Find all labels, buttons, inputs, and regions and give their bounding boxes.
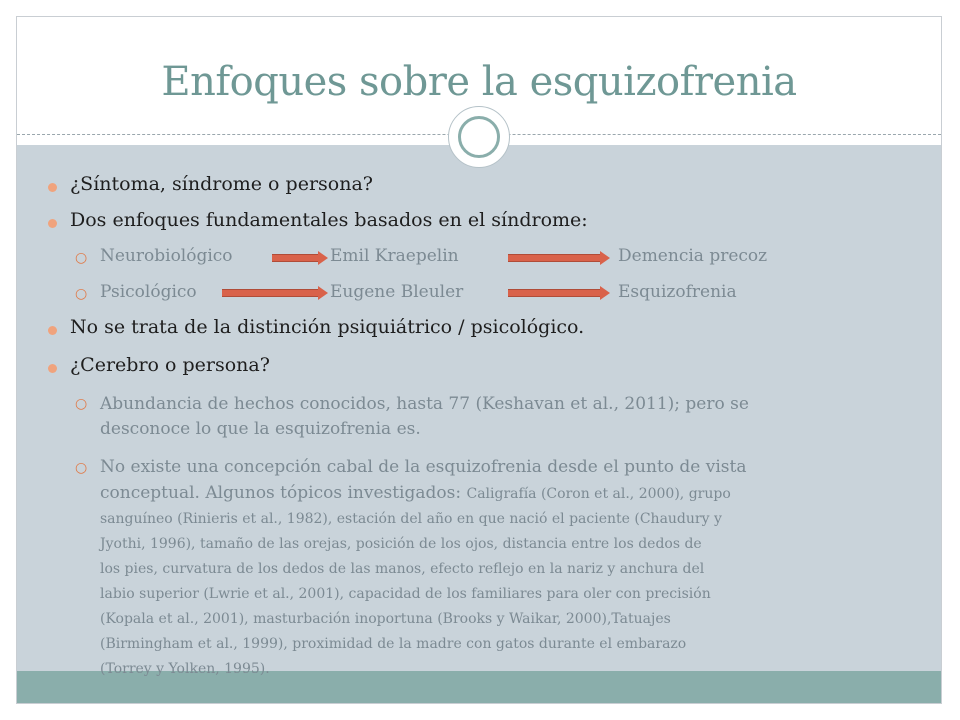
bullet-dos-enfoques: Dos enfoques fundamentales basados en el síndrome: — [70, 209, 588, 231]
author-kraepelin: Emil Kraepelin — [330, 246, 459, 266]
bullet-distincion: No se trata de la distinción psiquiátrico / psicológico. — [70, 316, 585, 338]
approach-psicologico: Psicológico — [100, 282, 197, 302]
slide-title: Enfoques sobre la esquizofrenia — [161, 59, 797, 105]
sub-no-existe-text: Caligrafía (Coron et al., 2000), grupo — [466, 486, 731, 502]
topic-line: (Kopala et al., 2001), masturbación inoportuna (Brooks y Waikar, 2000),Tatuajes — [100, 611, 671, 627]
topic-line: (Birmingham et al., 1999), proximidad de la madre con gatos durante el embarazo — [100, 636, 687, 652]
author-bleuler: Eugene Bleuler — [330, 282, 464, 302]
decorative-ring-icon — [458, 116, 500, 158]
sub-abundancia — [100, 392, 749, 442]
sub-no-existe-text: conceptual. Algunos tópicos investigados: — [100, 483, 467, 503]
sub-abundancia-line: Abundancia de hechos conocidos, hasta 77 (Keshavan et al., 2011); pero se — [100, 394, 749, 414]
topic-line: los pies, curvatura de los dedos de las manos, efecto reflejo en la nariz y anchura del — [100, 561, 705, 577]
topic-line: (Torrey y Yolken, 1995). — [100, 661, 270, 677]
concept-demencia-precoz: Demencia precoz — [618, 246, 768, 266]
bullet-dot-icon — [48, 364, 57, 373]
sub-no-existe — [100, 455, 747, 682]
bullet-sintoma: ¿Síntoma, síndrome o persona? — [70, 173, 373, 195]
topic-line: labio superior (Lwrie et al., 2001), capacidad de los familiares para oler con precisión — [100, 586, 711, 602]
ring-bullet-icon: ○ — [75, 250, 88, 266]
bullet-dot-icon — [48, 183, 57, 192]
right-arrow-icon — [508, 286, 610, 300]
sub-abundancia-line: desconoce lo que la esquizofrenia es. — [100, 419, 421, 439]
right-arrow-icon — [272, 251, 328, 265]
ring-bullet-icon: ○ — [75, 396, 88, 412]
bullet-dot-icon — [48, 326, 57, 335]
bullet-dot-icon — [48, 219, 57, 228]
sub-no-existe-line — [100, 480, 747, 507]
ring-bullet-icon: ○ — [75, 460, 88, 476]
topic-line: Jyothi, 1996), tamaño de las orejas, posición de los ojos, distancia entre los dedos de — [100, 536, 702, 552]
right-arrow-icon — [508, 251, 610, 265]
right-arrow-icon — [222, 286, 328, 300]
bullet-cerebro-persona: ¿Cerebro o persona? — [70, 354, 270, 376]
concept-esquizofrenia: Esquizofrenia — [618, 282, 737, 302]
sub-no-existe-line: No existe una concepción cabal de la esquizofrenia desde el punto de vista — [100, 457, 747, 477]
approach-neurobiologico: Neurobiológico — [100, 246, 233, 266]
ring-bullet-icon: ○ — [75, 286, 88, 302]
topic-line: sanguíneo (Rinieris et al., 1982), estación del año en que nació el paciente (Chaudury y — [100, 511, 722, 527]
